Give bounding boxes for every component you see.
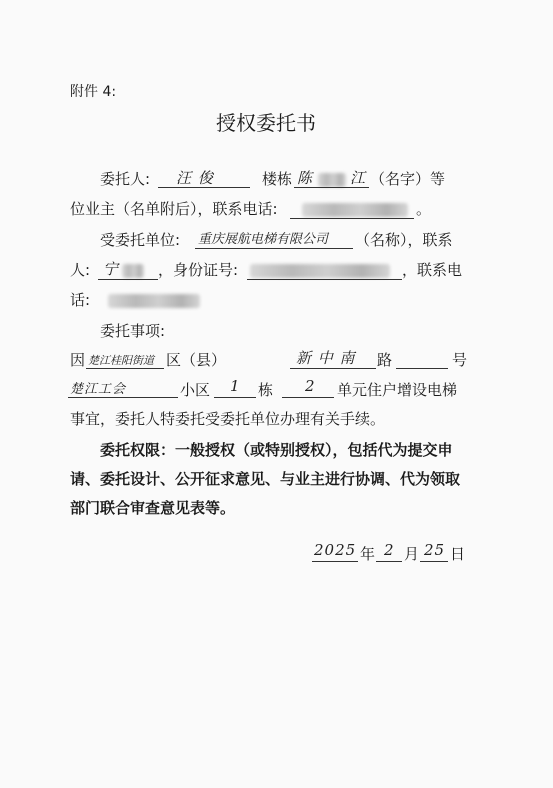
agent-label: 受委托单位: [100,231,181,249]
district-handwritten: 楚江桂阳街道 [88,354,154,367]
district-underline [86,368,164,369]
owner-text: 位业主（名单附后），联系电话: [70,200,278,218]
date-month-label: 月 [404,545,420,563]
id-underline [247,279,402,280]
person-underline [98,279,158,280]
building-unit-text: 栋 [258,381,274,399]
matters-label: 委托事项: [100,322,166,340]
community-underline [68,397,178,398]
date-day-label: 日 [450,545,466,563]
building-handwritten-2: 江 [350,169,367,187]
authority-line-1: 委托权限：一般授权（或特别授权），包括代为提交申 [100,441,453,459]
date-year-underline [312,561,358,562]
matter-line2-text: 事宜，委托人特委托受委托单位办理有关手续。 [70,410,386,428]
redacted-agent-phone [108,294,200,308]
redacted-principal-phone [302,203,408,217]
matters-prefix: 因 [70,351,86,369]
date-month-underline [376,561,402,562]
building-handwritten-1: 陈 [297,169,314,187]
attachment-label: 附件 4: [70,84,117,100]
road-handwritten: 新 中 南 [296,349,356,367]
principal-underline [158,187,250,188]
phone-underline [290,218,414,219]
community-text: 小区 [180,381,211,399]
building-underline [294,187,369,188]
date-day-underline [420,561,448,562]
authority-line-3: 部门联合审查意见表等。 [70,499,236,517]
district-text: 区（县） [166,351,227,369]
elevator-text: 单元住户增设电梯 [337,381,458,399]
authority-line-2: 请、委托设计、公开征求意见、与业主进行协调、代为领取 [70,470,461,488]
road-text: 路 [377,351,393,369]
community-handwritten: 楚江工会 [70,382,127,397]
date-year-handwritten: 2025 [314,541,357,559]
unit-number-handwritten: 2 [305,377,316,395]
person-handwritten: 宁 [103,260,120,278]
period-text: 。 [416,200,432,218]
number-underline [396,368,448,369]
date-year-label: 年 [360,545,376,563]
redacted-contact-person [122,264,144,278]
principal-name-handwritten: 汪 俊 [176,169,214,187]
person-text: 人: [70,261,91,279]
building-number-underline [214,397,256,398]
redacted-id-number [250,264,390,278]
id-text: ，身份证号: [158,261,239,279]
date-month-handwritten: 2 [384,541,395,559]
number-text: 号 [452,351,468,369]
name-contact-text: （名称），联系 [355,231,453,249]
building-number-handwritten: 1 [230,377,241,395]
road-underline [290,368,376,369]
date-day-handwritten: 25 [424,541,446,559]
phone-contact-text: ，联系电 [402,261,463,279]
document-title: 授权委托书 [216,111,316,135]
phone2-text: 话: [70,291,91,309]
building-text: 楼栋 [262,170,293,188]
name-paren-text: （名字）等 [370,170,446,188]
agent-name-handwritten: 重庆展航电梯有限公司 [198,232,329,247]
agent-underline [195,248,353,249]
redacted-building-name [318,173,346,187]
unit-number-underline [282,397,334,398]
principal-label: 委托人: [100,170,151,188]
